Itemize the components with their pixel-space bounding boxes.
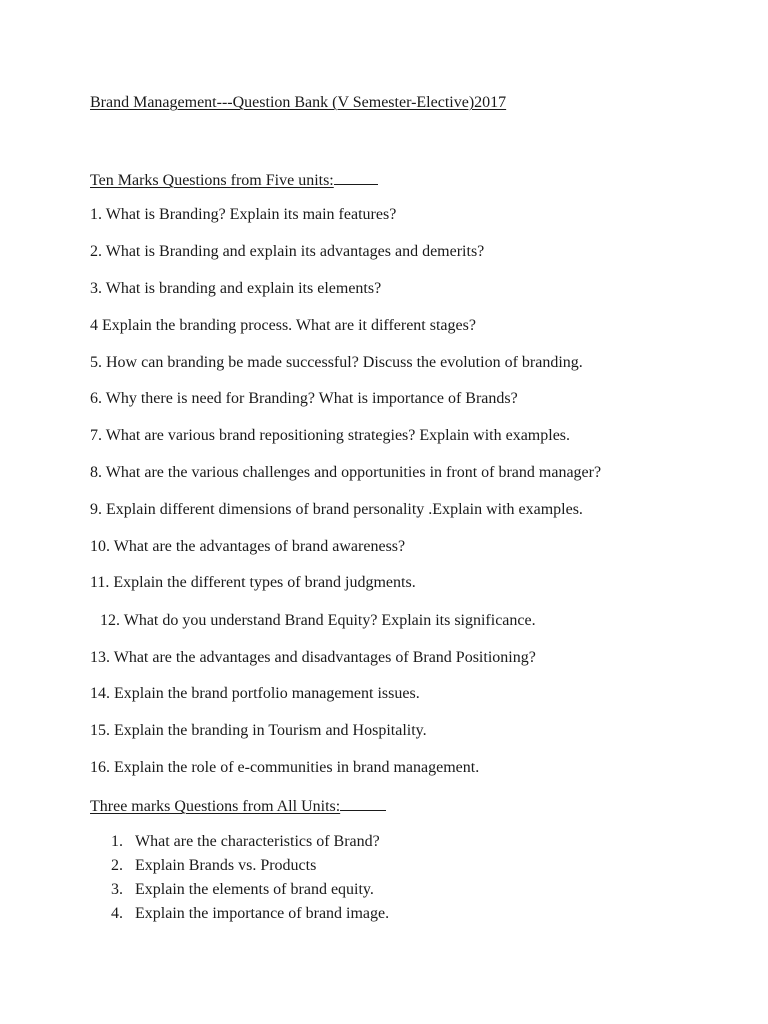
question-item: 14. Explain the brand portfolio management issues.	[90, 685, 420, 702]
question-item: 12. What do you understand Brand Equity? Explain its significance.	[100, 612, 536, 629]
list-item-number: 2.	[111, 857, 123, 874]
question-item: 6. Why there is need for Branding? What is importance of Brands?	[90, 390, 518, 407]
question-item: 8. What are the various challenges and opportunities in front of brand manager?	[90, 464, 602, 481]
list-item-text: What are the characteristics of Brand?	[135, 833, 380, 850]
list-item	[111, 854, 389, 878]
question-item: 1. What is Branding? Explain its main features?	[90, 206, 397, 223]
question-item: 4 Explain the branding process. What are it different stages?	[90, 317, 476, 334]
list-item	[111, 878, 389, 902]
question-item: 7. What are various brand repositioning strategies? Explain with examples.	[90, 427, 571, 444]
question-item: 5. How can branding be made successful? Discuss the evolution of branding.	[90, 354, 583, 371]
question-item: 16. Explain the role of e-communities in brand management.	[90, 759, 480, 776]
list-item	[111, 902, 389, 926]
question-item: 9. Explain different dimensions of brand personality .Explain with examples.	[90, 501, 583, 518]
question-item: 3. What is branding and explain its elements?	[90, 280, 382, 297]
document-title: Brand Management---Question Bank (V Semester-Elective)2017	[90, 94, 507, 111]
heading-blank-line	[334, 169, 378, 185]
list-item-number: 3.	[111, 881, 123, 898]
three-marks-question-list	[111, 830, 389, 926]
list-item	[111, 830, 389, 854]
question-item: 15. Explain the branding in Tourism and Hospitality.	[90, 722, 427, 739]
heading-blank-line	[340, 795, 386, 811]
question-item: 11. Explain the different types of brand judgments.	[90, 574, 416, 591]
list-item-text: Explain the elements of brand equity.	[135, 881, 374, 898]
question-item: 2. What is Branding and explain its advantages and demerits?	[90, 243, 485, 260]
list-item-number: 4.	[111, 905, 123, 922]
section-heading-ten-marks	[90, 169, 378, 191]
list-item-text: Explain Brands vs. Products	[135, 857, 317, 874]
question-item: 10. What are the advantages of brand awareness?	[90, 538, 406, 555]
section-heading-three-marks-text: Three marks Questions from All Units:	[90, 798, 341, 815]
list-item-number: 1.	[111, 833, 123, 850]
list-item-text: Explain the importance of brand image.	[135, 905, 390, 922]
section-heading-three-marks	[90, 795, 386, 817]
section-heading-ten-marks-text: Ten Marks Questions from Five units:	[90, 172, 334, 189]
question-item: 13. What are the advantages and disadvantages of Brand Positioning?	[90, 649, 536, 666]
